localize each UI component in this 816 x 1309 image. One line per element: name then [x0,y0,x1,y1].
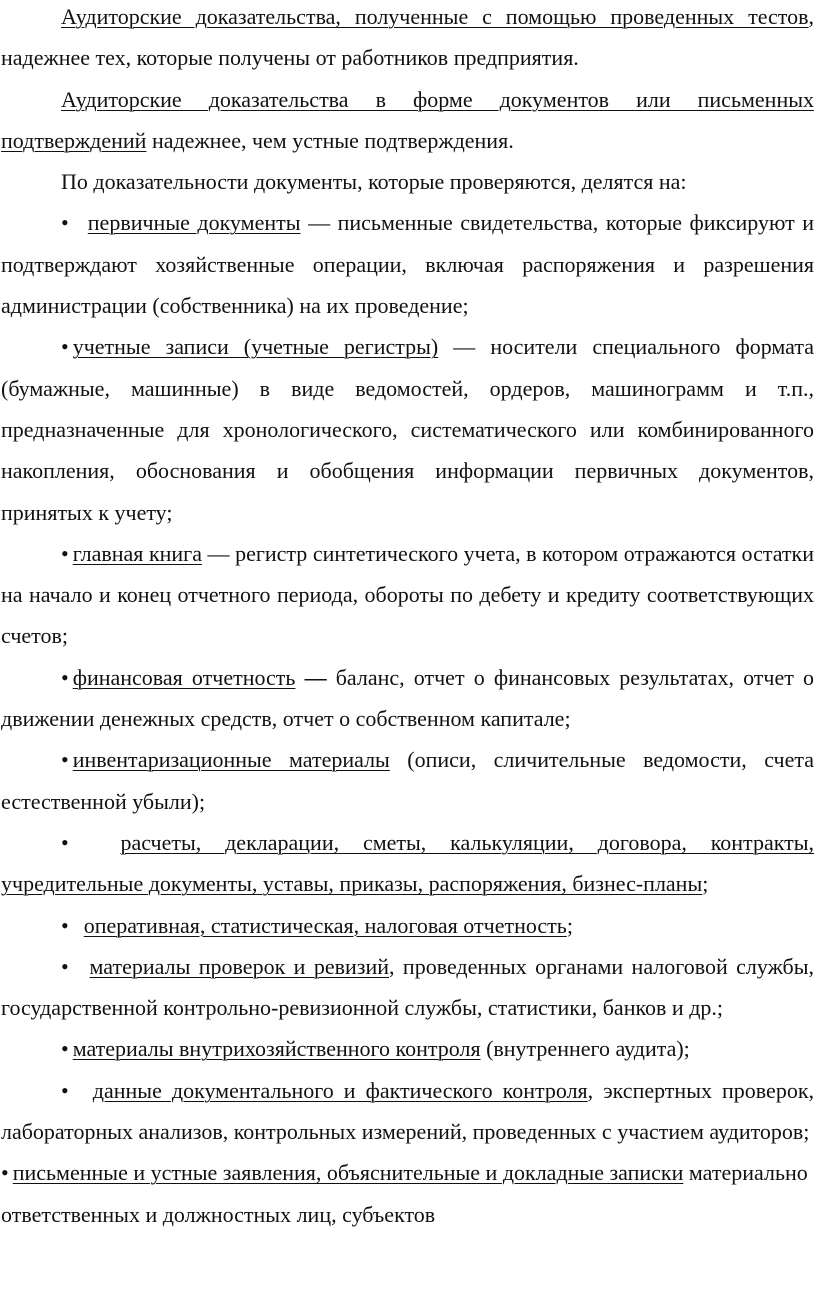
list-item-written-statements [1,1152,814,1235]
bullet-icon: • [61,829,69,855]
paragraph-text: По доказательности документы, которые проверяются, делятся на: [61,169,687,195]
list-item-dash: — [295,664,336,690]
list-item-term: инвентаризационные материалы [72,747,390,773]
list-item-dash: — [438,334,491,360]
list-item-text: носители специального формата (бумажные, машинные) в виде ведомостей, ордеров, машинограмм и т.п., предназначенные для хронологического, систематического или комбинированного накопления, обоснования и обобщения информации первичных документов, принятых к учету; [1,334,814,525]
list-item-dash [390,747,407,772]
list-item-term: главная книга [72,540,202,566]
paragraph-classification-intro [1,161,814,202]
bullet-icon: • [61,1077,69,1103]
list-item-general-ledger [1,533,814,657]
paragraph-tests-evidence [1,0,814,79]
list-item-text: материально ответственных и должностных лиц, субъектов [1,1160,808,1227]
list-item-term: данные документального и фактического контроля [92,1077,588,1103]
list-item-term: первичные документы [87,210,301,236]
list-item-text: регистр синтетического учета, в котором отражаются остатки на начало и конец отчетного периода, обороты по дебету и кредиту соответствующих счетов; [1,540,814,649]
list-item-text: письменные свидетельства, которые фиксируют и подтверждают хозяйственные операции, включая распоряжения и разрешения администрации (собственника) на их проведение; [1,210,815,319]
underlined-phrase: Аудиторские доказательства, полученные с помощью проведенных тестов [61,4,809,29]
list-item-text: ; [702,871,709,897]
list-item-audit-materials [1,946,814,1029]
list-item-term: оперативная, статистическая, налоговая отчетность [83,912,567,938]
list-item-internal-control [1,1028,814,1069]
list-item-dash: — [201,540,236,566]
underlined-phrase: Аудиторские доказательства в форме документов или письменных подтверждений [1,86,814,153]
list-item-term: учетные записи (учетные регистры) [72,334,439,360]
list-item-calculations-contracts [1,822,814,905]
bullet-icon: • [61,210,69,236]
list-item-primary-documents [1,202,814,326]
list-item-text: ; [566,912,573,938]
list-item-term: материалы проверок и ревизий [89,953,390,979]
paragraph-text: надежнее, чем устные подтверждения. [146,127,514,153]
list-item-term: письменные и устные заявления, объяснительные и докладные записки [12,1160,684,1186]
list-item-dash: — [300,210,338,236]
list-item-financial-statements [1,657,814,740]
list-item-control-data [1,1070,814,1153]
list-item-term: материалы внутрихозяйственного контроля [72,1036,481,1062]
list-item-text: , проведенных органами налоговой службы, государственной контрольно-ревизионной службы, статистики, банков и др.; [1,953,814,1021]
bullet-icon: • [61,664,69,690]
bullet-icon: • [1,1160,9,1186]
paragraph-text: , надежнее тех, которые получены от работников предприятия. [1,4,814,71]
bullet-icon: • [61,540,69,566]
bullet-icon: • [61,334,69,360]
list-item-operational-reporting [1,905,814,946]
bullet-icon: • [61,747,69,773]
list-item-accounting-records [1,326,814,532]
list-item-text: баланс, отчет о финансовых результатах, отчет о движении денежных средств, отчет о собственном капитале; [1,664,814,732]
list-item-term: финансовая отчетность [72,664,296,690]
paragraph-documents-evidence [1,79,814,162]
list-item-text: , экспертных проверок, лабораторных анализов, контрольных измерений, проведенных с участием аудиторов; [1,1077,815,1145]
bullet-icon: • [61,953,69,979]
list-item-term: расчеты, декларации, сметы, калькуляции, договора, контракты, учредительные документы, уставы, приказы, распоряжения, бизнес-планы [1,829,815,897]
bullet-icon: • [61,912,69,938]
bullet-icon: • [61,1036,69,1062]
list-item-text: (внутреннего аудита); [486,1036,690,1062]
list-item-inventory-materials [1,739,814,822]
list-item-text: (описи, сличительные ведомости, счета естественной убыли); [1,747,814,814]
